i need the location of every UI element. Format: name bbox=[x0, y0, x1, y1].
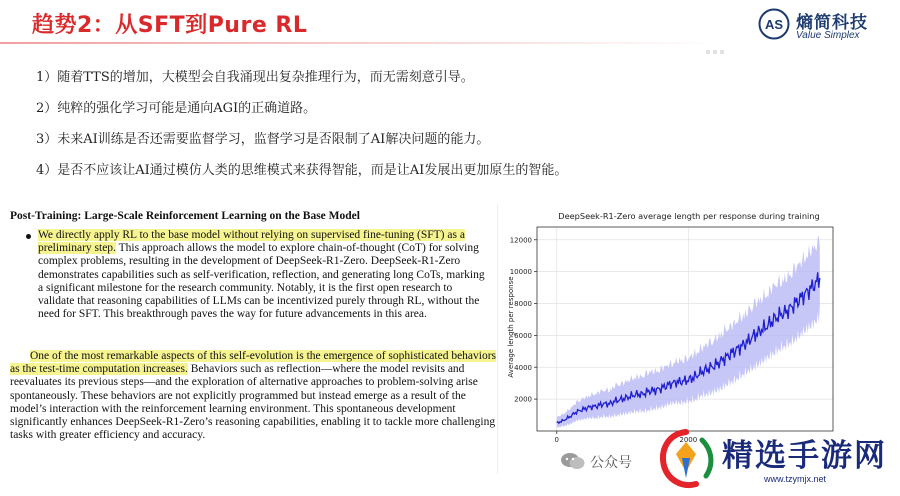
chart-y-axis-label: Average length per response bbox=[507, 276, 515, 378]
point-item-1: 1）随着TTS的增加，大模型会自我涌现出复杂推理行为，而无需刻意引导。 bbox=[36, 70, 474, 85]
trend-points-list bbox=[36, 70, 736, 194]
wechat-account-label: 公众号 bbox=[590, 455, 632, 471]
y-tick-label: 6000 bbox=[514, 331, 532, 340]
logo-mark-text: AS bbox=[764, 17, 784, 32]
x-tick-label: 2000 bbox=[679, 436, 698, 444]
chart-svg bbox=[503, 205, 840, 445]
logo-en-text: Value Simplex bbox=[796, 30, 860, 41]
chart-title: DeepSeek-R1-Zero average length per response during training bbox=[558, 211, 820, 221]
watermark-text: 精选手游网 bbox=[722, 438, 887, 474]
point-item-4: 4）是否不应该让AI通过模仿人类的思维模式来获得智能，而是让AI发展出更加原生的智能。 bbox=[36, 163, 568, 178]
y-tick-label: 2000 bbox=[514, 395, 532, 404]
highlighted-text: One of the most remarkable aspects of this self-evolution is the emergence of sophisticated behaviors as the test-time computation increases. bbox=[10, 350, 497, 376]
decorative-dots bbox=[706, 39, 727, 58]
watermark-logo-icon bbox=[656, 428, 716, 490]
paragraph-text: This approach allows the model to explore chain-of-thought (CoT) for solving complex problems, resulting in the development of DeepSeek-R1-Zero. DeepSeek-R1-Zero demonstrates capabilities such as self-verification, reflection, and generating long CoTs, marking a significant milestone for the research community. Notably, it is the first open research to validate that reasoning capabilities of LLMs can be incentivized purely through RL, without the need for SFT. This breakthrough paves the way for future advancements in this area. bbox=[38, 242, 485, 321]
company-logo bbox=[758, 8, 888, 44]
length-chart bbox=[503, 205, 840, 445]
y-tick-label: 8000 bbox=[514, 300, 532, 308]
site-watermark bbox=[656, 428, 900, 496]
header-divider bbox=[0, 42, 720, 44]
point-item-2: 2）纯粹的强化学习可能是通向AGI的正确道路。 bbox=[36, 101, 317, 116]
paper-excerpt bbox=[6, 204, 498, 474]
paper-section-title: Post-Training: Large-Scale Reinforcement Learning on the Base Model bbox=[10, 210, 360, 222]
y-tick-label: 12000 bbox=[509, 236, 532, 245]
wechat-icon bbox=[560, 452, 586, 470]
slide-title: 趋势2：从SFT到Pure RL bbox=[32, 13, 308, 38]
paper-bullet-paragraph bbox=[38, 229, 488, 321]
chart-plot-area bbox=[510, 227, 833, 444]
bullet-dot-icon bbox=[26, 234, 31, 239]
paragraph-text: Behaviors such as reflection—where the model revisits and reevaluates its previous steps—and the exploration of alternative approaches to problem-solving arise spontaneously. These behaviors are not explicitly programmed but instead emerge as a result of the model’s interaction with the reinforcement learning environment. This spontaneous development significantly enhances DeepSeek-R1-Zero’s reasoning capabilities, enabling it to tackle more challenging tasks with greater efficiency and accuracy. bbox=[10, 363, 496, 442]
watermark-url: www.tzymjx.net bbox=[764, 474, 827, 484]
paper-paragraph-2 bbox=[10, 350, 498, 442]
logo-mark-icon bbox=[758, 8, 790, 40]
logo-cn-text: 熵简科技 bbox=[796, 13, 868, 33]
slide-header bbox=[0, 0, 900, 46]
highlighted-text: We directly apply RL to the base model without relying on supervised fine-tuning (SFT) as a preliminary step. bbox=[38, 229, 465, 255]
y-tick-label: 10000 bbox=[509, 268, 532, 277]
point-item-3: 3）未来AI训练是否还需要监督学习，监督学习是否限制了AI解决问题的能力。 bbox=[36, 132, 490, 147]
y-tick-label: 4000 bbox=[514, 363, 532, 372]
x-tick-label: 0 bbox=[554, 436, 559, 444]
